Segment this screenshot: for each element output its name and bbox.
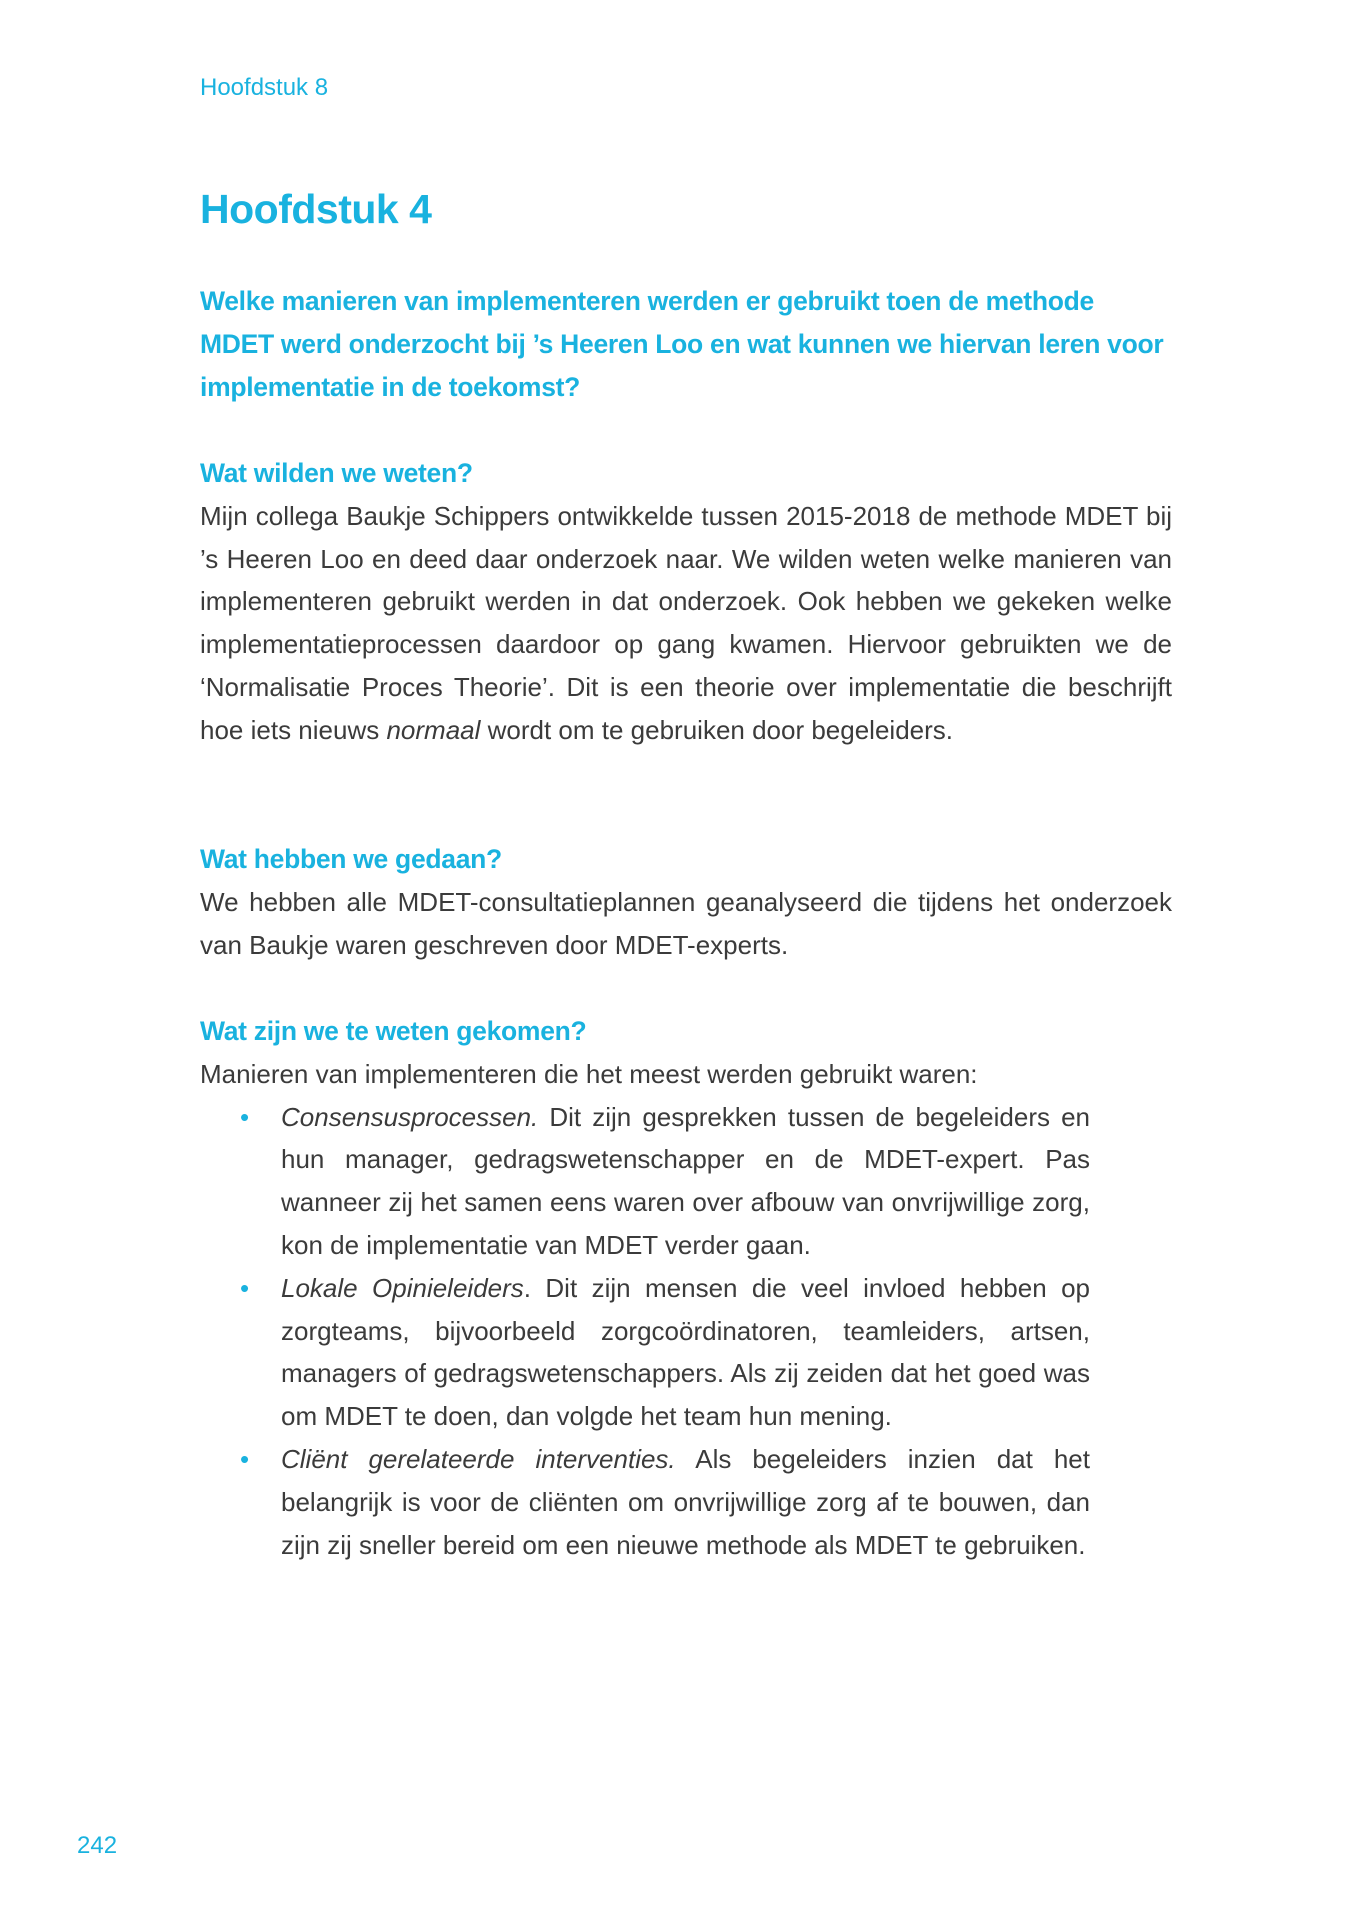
- list-text: Dit zijn gesprekken tussen de begeleiders en hun manager, gedragswetenschapper en de MDET-expert. Pas wanneer zij het samen eens waren over afbouw van onvrijwillige zorg, kon de implementatie van MDET verder gaan.: [281, 1101, 1090, 1260]
- chapter-title: Hoofdstuk 4: [200, 186, 432, 232]
- section-body: We hebben alle MDET-consultatieplannen geanalyseerd die tijdens het onderzoek van Baukje waren geschreven door MDET-experts.: [200, 886, 1172, 960]
- list-item: [200, 1267, 1090, 1438]
- section-heading: Wat wilden we weten?: [200, 458, 473, 488]
- list-term: Consensusprocessen.: [281, 1101, 539, 1132]
- body-text: wordt om te gebruiken door begeleiders.: [480, 714, 953, 745]
- page-number: 242: [77, 1832, 118, 1859]
- findings-list: [200, 1096, 1172, 1567]
- body-text: Mijn collega Baukje Schippers ontwikkelde tussen 2015-2018 de methode MDET bij ’s Heeren Loo en deed daar onderzoek naar. We wilden weten welke manieren van implementeren gebruikt werden in dat onderzoek. Ook hebben we gekeken welke implementatieprocessen daardoor op gang kwamen. Hiervoor gebruikten we de ‘Normalisatie Proces Theorie’. Dit is een theorie over implementatie die beschrijft hoe iets nieuws: [200, 500, 1172, 745]
- list-text: . Dit zijn mensen die veel invloed hebben op zorgteams, bijvoorbeeld zorgcoördinatoren, teamleiders, artsen, managers of gedragswetenschappers. Als zij zeiden dat het goed was om MDET te doen, dan volgde het team hun mening.: [281, 1272, 1091, 1432]
- research-question: Welke manieren van implementeren werden er gebruikt toen de methode MDET werd onderzocht bij ’s Heeren Loo en wat kunnen we hiervan leren voor implementatie in de toekomst?: [200, 286, 1164, 402]
- body-emphasis: normaal: [386, 714, 481, 745]
- list-term: Cliënt gerelateerde interventies.: [281, 1443, 676, 1474]
- section-intro: Manieren van implementeren die het meest werden gebruikt waren:: [200, 1058, 978, 1089]
- list-term: Lokale Opinieleiders: [281, 1272, 524, 1303]
- running-head: Hoofdstuk 8: [200, 74, 329, 101]
- list-text: Als begeleiders inzien dat het belangrijk is voor de cliënten om onvrijwillige zorg af te bouwen, dan zijn zij sneller bereid om een nieuwe methode als MDET te gebruiken.: [281, 1443, 1090, 1560]
- section-what-to-know: [200, 452, 1172, 752]
- bullet-icon: •: [240, 1101, 250, 1132]
- section-heading: Wat zijn we te weten gekomen?: [200, 1016, 587, 1046]
- section-findings: [200, 1010, 1172, 1566]
- section-what-done: [200, 838, 1172, 966]
- section-heading: Wat hebben we gedaan?: [200, 844, 502, 874]
- list-item: [200, 1438, 1090, 1566]
- bullet-icon: •: [240, 1443, 250, 1474]
- list-item: [200, 1096, 1090, 1267]
- bullet-icon: •: [240, 1272, 250, 1303]
- section-body: [200, 495, 1172, 752]
